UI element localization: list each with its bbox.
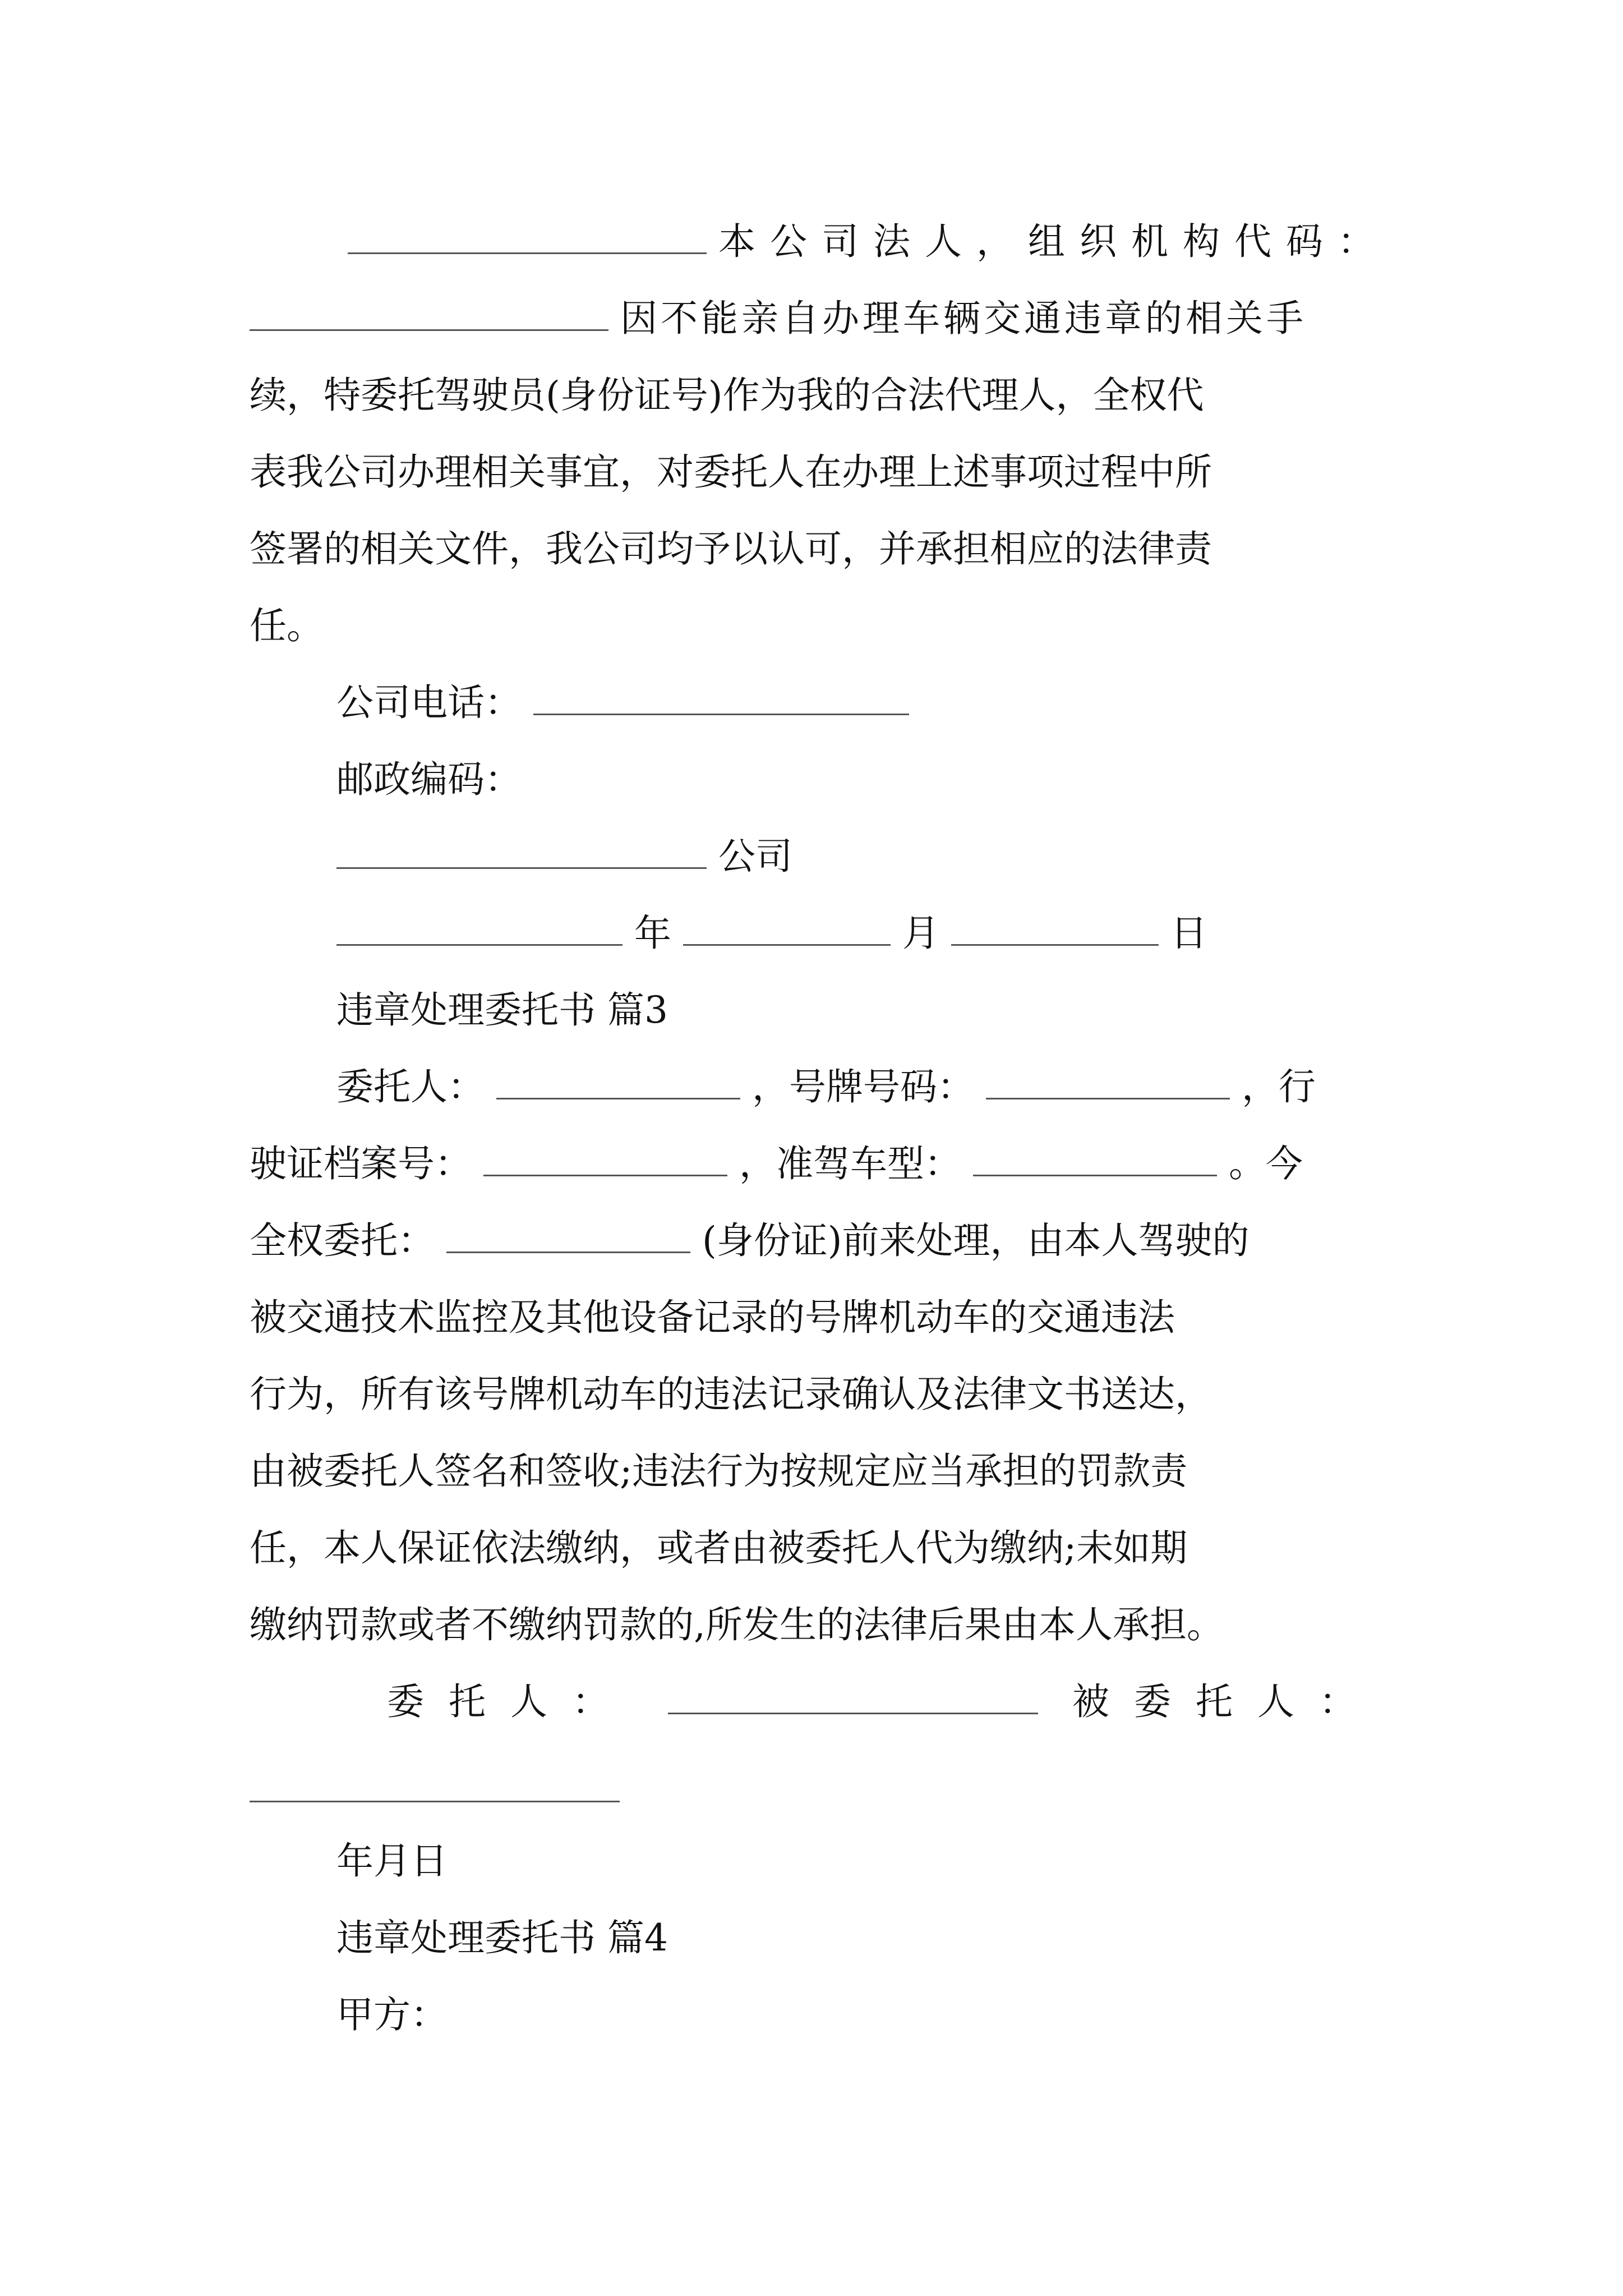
section4-title: 违章处理委托书 篇4 (336, 1916, 668, 1959)
sign-entrusted-label: 被委托人： (1072, 1680, 1381, 1723)
s3-line2-tail: 。今 (1228, 1142, 1303, 1185)
s3-line5: 行为，所有该号牌机动车的违法记录确认及法律文书送达， (250, 1373, 1212, 1416)
company-row (336, 835, 792, 878)
year-label: 年 (634, 912, 671, 955)
entrusting-party-label: 委托人： (336, 1065, 485, 1108)
p1-line2-text: 因不能亲自办理车辆交通违章的相关手 (620, 297, 1307, 340)
license-file-label: 驶证档案号： (250, 1142, 472, 1185)
plate-number-blank[interactable] (986, 1093, 1230, 1099)
full-authorize-label: 全权委托： (250, 1219, 435, 1262)
s3-line3 (250, 1219, 1249, 1262)
p1-line6: 任。 (250, 604, 324, 647)
day-label: 日 (1170, 912, 1207, 955)
plate-number-label: ，号牌号码： (751, 1065, 974, 1108)
day-blank[interactable] (951, 940, 1159, 946)
company-label: 公司 (718, 835, 792, 878)
license-file-blank[interactable] (483, 1170, 727, 1176)
ymd-label: 年月日 (336, 1839, 448, 1883)
company-phone-label: 公司电话： (336, 681, 522, 724)
p1-line2 (250, 297, 1307, 340)
month-blank[interactable] (683, 940, 891, 946)
month-label: 月 (902, 912, 939, 955)
p1-line1 (348, 220, 1389, 263)
postal-code-label: 邮政编码： (336, 758, 522, 801)
legal-person-org-code-text: 本公司法人，组织机构代码： (718, 220, 1389, 263)
blank-org-code[interactable] (250, 325, 608, 331)
p1-line5: 签署的相关文件，我公司均予以认可，并承担相应的法律责 (250, 527, 1212, 570)
s3-line2 (250, 1142, 1303, 1185)
party-a-label: 甲方： (336, 1993, 448, 2036)
entrusting-party-blank[interactable] (496, 1093, 740, 1099)
signature-row (387, 1680, 1381, 1723)
authorized-person-blank[interactable] (446, 1247, 690, 1253)
year-blank[interactable] (336, 940, 623, 946)
sign-entrusted-blank[interactable] (250, 1801, 620, 1802)
s3-line3-text: (身份证)前来处理，由本人驾驶的 (702, 1219, 1249, 1262)
company-phone-row (336, 681, 909, 724)
s3-line4: 被交通技术监控及其他设备记录的号牌机动车的交通违法 (250, 1296, 1175, 1339)
p1-line3: 续，特委托驾驶员(身份证号)作为我的合法代理人，全权代 (250, 374, 1204, 417)
company-phone-blank[interactable] (533, 709, 909, 715)
s3-line1-tail: ，行 (1241, 1065, 1316, 1108)
s3-line1 (336, 1065, 1316, 1108)
p1-line4: 表我公司办理相关事宜，对委托人在办理上述事项过程中所 (250, 450, 1212, 494)
s3-line6: 由被委托人签名和签收;违法行为按规定应当承担的罚款责 (250, 1450, 1188, 1493)
company-name-blank[interactable] (336, 863, 707, 869)
blank-company-legal[interactable] (348, 248, 707, 254)
s3-line8: 缴纳罚款或者不缴纳罚款的,所发生的法律后果由本人承担。 (250, 1603, 1224, 1646)
s3-line7: 任，本人保证依法缴纳，或者由被委托人代为缴纳;未如期 (250, 1526, 1188, 1570)
sign-entrusting-blank[interactable] (668, 1708, 1038, 1714)
vehicle-type-blank[interactable] (973, 1170, 1217, 1176)
sign-entrusting-label: 委托人： (387, 1680, 634, 1723)
vehicle-type-label: ，准驾车型： (739, 1142, 961, 1185)
date-row (336, 912, 1207, 955)
section3-title: 违章处理委托书 篇3 (336, 988, 668, 1032)
